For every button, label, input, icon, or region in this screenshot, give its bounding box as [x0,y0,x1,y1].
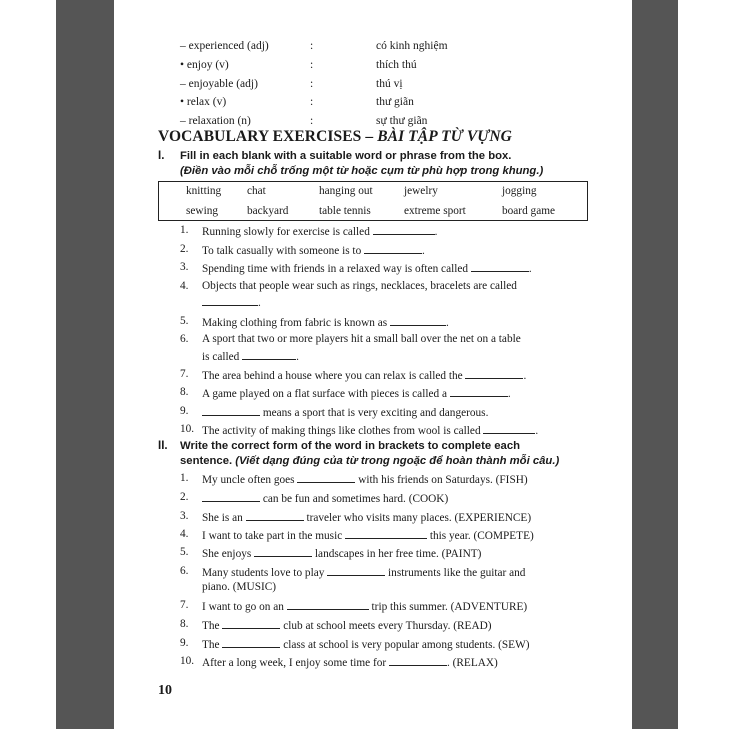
exercise-2-item: 5. She enjoys landscapes in her free time. (PAINT) [180,546,482,560]
section-1-number: I. [158,150,165,162]
exercise-2-item: 2. can be fun and sometimes hard. (COOK) [180,491,449,505]
heading-vietnamese: BÀI TẬP TỪ VỰNG [377,128,512,145]
word-box-item: sewing [186,205,219,217]
answer-blank[interactable] [345,528,427,539]
exercise-1-item-continuation: . [202,295,261,309]
exercise-1-item: 7. The area behind a house where you can relax is called the . [180,368,527,382]
vocab-term: • relax (v) [180,96,227,108]
answer-blank[interactable] [246,510,304,521]
section-heading [158,128,512,146]
answer-blank[interactable] [222,637,280,648]
answer-blank[interactable] [297,472,355,483]
word-box-item: board game [502,205,556,217]
word-box-item: chat [247,185,266,197]
exercise-1-item: 10. The activity of making things like clothes from wool is called . [180,423,539,437]
heading-english: VOCABULARY EXERCISES – [158,128,378,145]
word-box-item: table tennis [319,205,371,217]
answer-blank[interactable] [373,224,435,235]
exercise-2-item: 7. I want to go on an trip this summer. (ADVENTURE) [180,599,528,613]
section-2-instruction: Write the correct form of the word in brackets to complete each [180,440,521,452]
vocab-meaning: thư giãn [376,96,414,108]
vocab-term: – experienced (adj) [180,40,269,52]
word-box-item: hanging out [319,185,373,197]
vocab-separator: : [310,40,314,52]
exercise-2-item: 3. She is an traveler who visits many places. (EXPERIENCE) [180,510,532,524]
word-box-item: extreme sport [404,205,466,217]
vocab-term: – relaxation (n) [180,115,251,127]
exercise-2-item: 4. I want to take part in the music this year. (COMPETE) [180,528,534,542]
exercise-2-item-continuation: piano. (MUSIC) [202,581,277,593]
answer-blank[interactable] [202,295,258,306]
exercise-1-item: 5. Making clothing from fabric is known as . [180,315,449,329]
exercise-1-item: 9. means a sport that is very exciting and dangerous. [180,405,489,419]
vocab-separator: : [310,78,314,90]
answer-blank[interactable] [390,315,446,326]
word-box-item: knitting [186,185,222,197]
vocab-term: – enjoyable (adj) [180,78,258,90]
word-box-item: jogging [502,185,537,197]
section-1-instruction: Fill in each blank with a suitable word or phrase from the box. [180,150,512,162]
section-1-instruction-vi: (Điền vào mỗi chỗ trống một từ hoặc cụm từ phù hợp trong khung.) [180,165,544,177]
exercise-1-item: 3. Spending time with friends in a relaxed way is often called . [180,261,532,275]
vocab-meaning: sự thư giãn [376,115,428,127]
exercise-2-item: 8. The club at school meets every Thursday. (READ) [180,618,492,632]
right-scan-margin [632,0,678,729]
exercise-2-item: 1. My uncle often goes with his friends on Saturdays. (FISH) [180,472,528,486]
exercise-1-item: 6. A sport that two or more players hit a small ball over the net on a table [180,333,521,345]
answer-blank[interactable] [222,618,280,629]
exercise-1-item: 8. A game played on a flat surface with pieces is called a . [180,386,511,400]
word-box-item: jewelry [404,185,438,197]
answer-blank[interactable] [465,368,523,379]
answer-blank[interactable] [202,491,260,502]
vocab-term: • enjoy (v) [180,59,229,71]
answer-blank[interactable] [287,599,369,610]
answer-blank[interactable] [254,546,312,557]
answer-blank[interactable] [242,349,296,360]
exercise-1-item: 1. Running slowly for exercise is called . [180,224,438,238]
vocab-meaning: có kinh nghiệm [376,40,448,52]
answer-blank[interactable] [364,243,422,254]
exercise-1-item: 2. To talk casually with someone is to . [180,243,425,257]
answer-blank[interactable] [327,565,385,576]
exercise-1-item: 4. Objects that people wear such as rings, necklaces, bracelets are called [180,280,517,292]
section-2-number: II. [158,440,168,452]
workbook-page [114,0,632,729]
answer-blank[interactable] [389,655,447,666]
vocab-separator: : [310,59,314,71]
answer-blank[interactable] [450,386,508,397]
word-box [158,181,588,221]
vocab-separator: : [310,115,314,127]
answer-blank[interactable] [471,261,529,272]
vocab-meaning: thích thú [376,59,417,71]
vocab-meaning: thú vị [376,78,403,90]
exercise-2-item: 6. Many students love to play instruments like the guitar and [180,565,526,579]
page-number: 10 [158,683,172,698]
exercise-2-item: 9. The class at school is very popular among students. (SEW) [180,637,530,651]
word-box-item: backyard [247,205,289,217]
answer-blank[interactable] [483,423,535,434]
exercise-2-item: 10. After a long week, I enjoy some time for . (RELAX) [180,655,498,669]
vocab-separator: : [310,96,314,108]
answer-blank[interactable] [202,405,260,416]
left-scan-margin [56,0,114,729]
section-2-instruction-line2: sentence. (Viết dạng đúng của từ trong ngoặc để hoàn thành mỗi câu.) [180,455,560,467]
exercise-1-item-continuation: is called . [202,351,299,363]
